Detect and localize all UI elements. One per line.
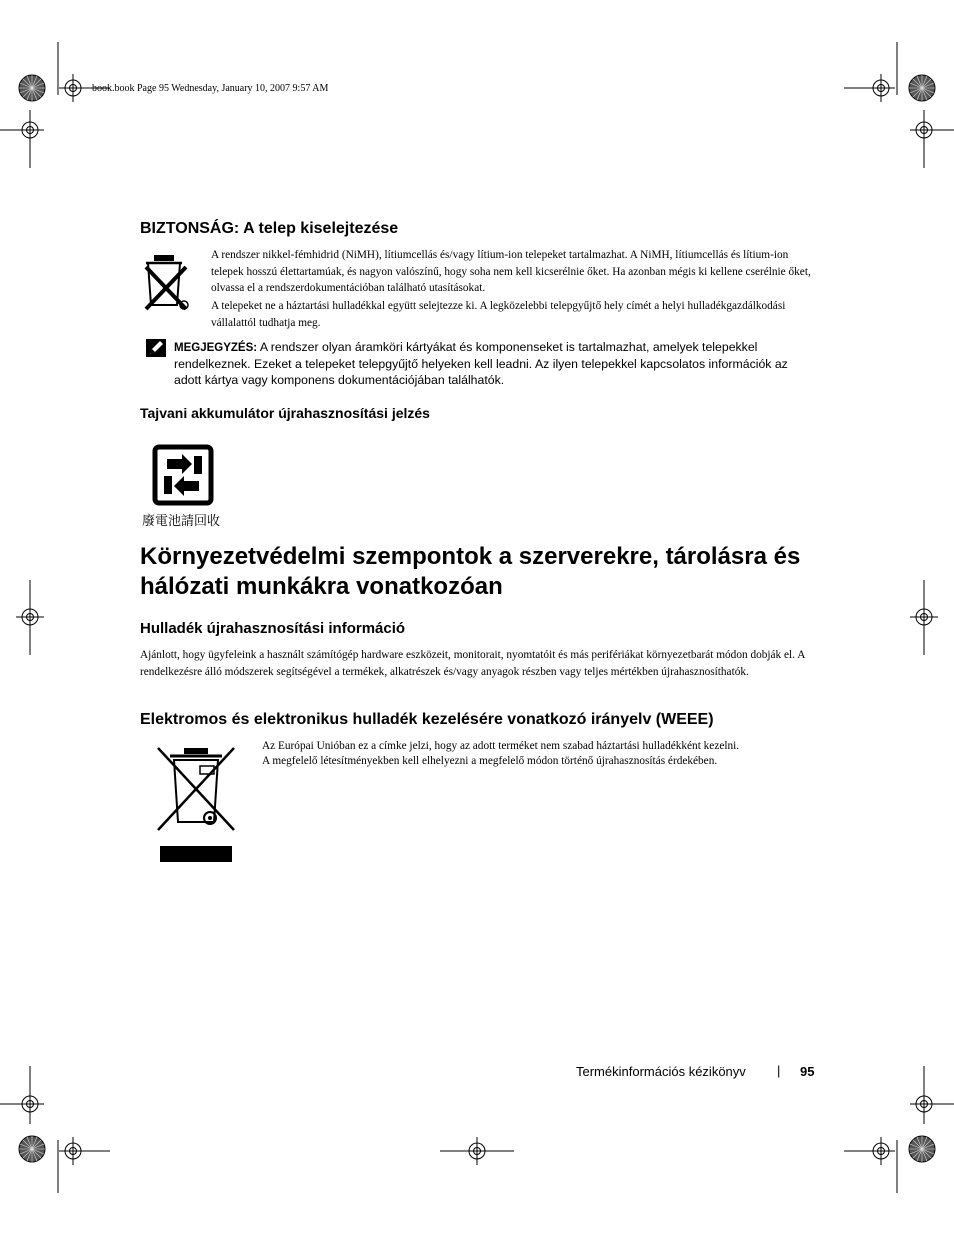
battery-heading: BIZTONSÁG: A telep kiselejtezése — [140, 220, 399, 237]
page-number: 95 — [800, 1064, 815, 1079]
note-body: A rendszer olyan áramköri kártyákat és komponenseket is tartalmazhat, amelyek telepekkel rendelkeznek. Ezeket a telepeket telepgyűjtő helyeken kell leadni. Az ilyen telepekkel kapcsolatos információk az adott kártya vagy komponens dokumentációjában találhatók. — [174, 340, 788, 387]
weee-line-2: A megfelelő létesítményekben kell elhelyezni a megfelelő módon történő újrahasznosítás érdekében. — [262, 755, 718, 767]
weee-heading: Elektromos és elektronikus hulladék kezelésére vonatkozó irányelv (WEEE) — [140, 711, 714, 728]
taiwan-heading: Tajvani akkumulátor újrahasznosítási jelzés — [140, 405, 430, 421]
battery-paragraph-2: A telepeket ne a háztartási hulladékkal együtt selejtezze ki. A legközelebbi telepgyűjtő hely címét a helyi hulladékgazdálkodási vállalattól tudhatja meg. — [211, 300, 786, 329]
note-text — [174, 339, 794, 388]
recycling-text: Ajánlott, hogy ügyfeleink a használt számítógép hardware eszközeit, monitorait, nyomtatóit és más perifériákat környezetbarát módon dobják el. A rendelkezésre álló módszerek segítségével a termékek, alkatrészek és/vagy anyagok részben vagy teljes mértékben újrahasznosíthatók. — [140, 649, 805, 678]
recycling-heading: Hulladék újrahasznosítási információ — [140, 620, 406, 637]
weee-line-1: Az Európai Unióban ez a címke jelzi, hogy az adott terméket nem szabad háztartási hulladékként kezelni. — [262, 740, 740, 752]
note-label: MEGJEGYZÉS: — [174, 342, 258, 354]
crossed-out-battery-bin-icon — [140, 253, 200, 324]
taiwan-battery-recycle-icon — [152, 444, 214, 511]
taiwan-caption: 廢電池請回收 — [142, 513, 221, 528]
print-info-line: book.book Page 95 Wednesday, January 10, 2007 9:57 AM — [92, 83, 329, 94]
footer-separator: | — [777, 1063, 781, 1078]
weee-crossed-bin-icon — [154, 744, 238, 869]
environment-title: Környezetvédelmi szempontok a szerverekre, tárolásra és hálózati munkákra vonatkozóan — [140, 543, 801, 600]
note-pencil-icon — [146, 339, 166, 362]
battery-paragraph-1: A rendszer nikkel-fémhidrid (NiMH), lítiumcellás és/vagy lítium-ion telepeket tartalmazhat. A NiMH, lítiumcellás és lítium-ion telepek hosszú élettartamúak, és nagyon valószínű, hogy soha nem kell kicserélnie őket. Ha azonban mégis ki kellene cserélnie őket, olvassa el a rendszerdokumentációban található utasításokat. — [211, 249, 811, 294]
footer-title: Termékinformációs kézikönyv — [576, 1064, 746, 1079]
